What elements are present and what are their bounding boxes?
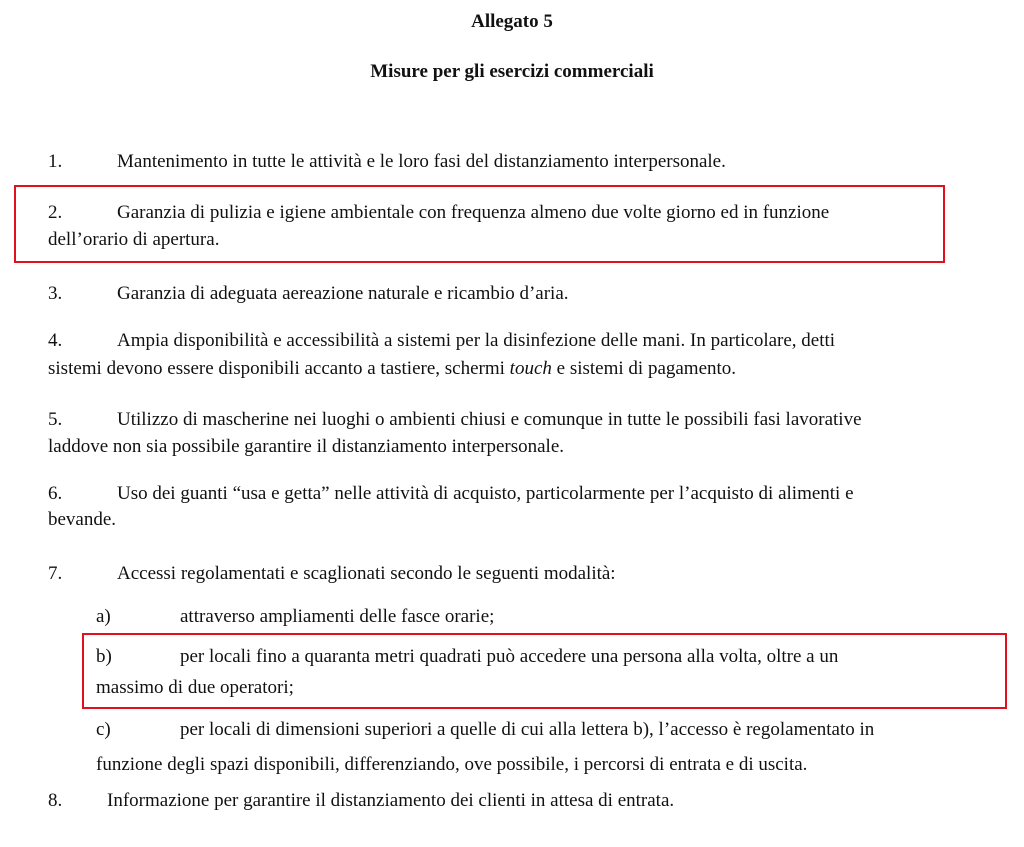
- subitem-text-continued: massimo di due operatori;: [96, 677, 294, 698]
- item-number: 7.: [48, 563, 63, 584]
- item-number: 6.: [48, 483, 63, 504]
- item-text-continued: bevande.: [48, 509, 117, 530]
- item-text: Mantenimento in tutte le attività e le loro fasi del distanziamento interpersonale.: [117, 151, 726, 172]
- item-text: Garanzia di pulizia e igiene ambientale con frequenza almeno due volte giorno ed in funzione: [117, 202, 830, 223]
- item-number: 3.: [48, 283, 63, 304]
- item-text-continued: laddove non sia possibile garantire il distanziamento interpersonale.: [48, 436, 565, 457]
- subitem-text: per locali di dimensioni superiori a quelle di cui alla lettera b), l’accesso è regolamentato in: [180, 719, 875, 740]
- item-text: Garanzia di adeguata aereazione naturale e ricambio d’aria.: [117, 283, 569, 304]
- subitem-text: per locali fino a quaranta metri quadrati può accedere una persona alla volta, oltre a un: [180, 646, 839, 667]
- italic-term: touch: [509, 358, 552, 379]
- item-number: 5.: [48, 409, 63, 430]
- item-number: 8.: [48, 790, 63, 811]
- item-number: 2.: [48, 202, 63, 223]
- document-subtitle: Misure per gli esercizi commerciali: [370, 61, 654, 82]
- subitem-letter: c): [96, 719, 111, 740]
- item-number: 1.: [48, 151, 63, 172]
- item-text: Ampia disponibilità e accessibilità a sistemi per la disinfezione delle mani. In particolare, detti: [117, 330, 836, 351]
- subitem-letter: b): [96, 646, 112, 667]
- item-text: Utilizzo di mascherine nei luoghi o ambienti chiusi e comunque in tutte le possibili fasi lavorative: [117, 409, 862, 430]
- subitem-text: attraverso ampliamenti delle fasce orarie;: [180, 606, 495, 627]
- item-text-continued: dell’orario di apertura.: [48, 229, 220, 250]
- item-text-continued: [48, 357, 736, 381]
- item-text: Informazione per garantire il distanziamento dei clienti in attesa di entrata.: [107, 790, 675, 811]
- item-text: Accessi regolamentati e scaglionati secondo le seguenti modalità:: [117, 563, 616, 584]
- subitem-letter: a): [96, 606, 111, 627]
- item-text: Uso dei guanti “usa e getta” nelle attività di acquisto, particolarmente per l’acquisto di alimenti e: [117, 483, 854, 504]
- item-number: 4.: [48, 330, 63, 351]
- text-fragment: sistemi devono essere disponibili accanto a tastiere, schermi: [48, 358, 510, 379]
- subitem-text-continued: funzione degli spazi disponibili, differenziando, ove possibile, i percorsi di entrata e di uscita.: [96, 754, 808, 775]
- text-fragment: e sistemi di pagamento.: [551, 358, 737, 379]
- document-title: Allegato 5: [471, 11, 553, 32]
